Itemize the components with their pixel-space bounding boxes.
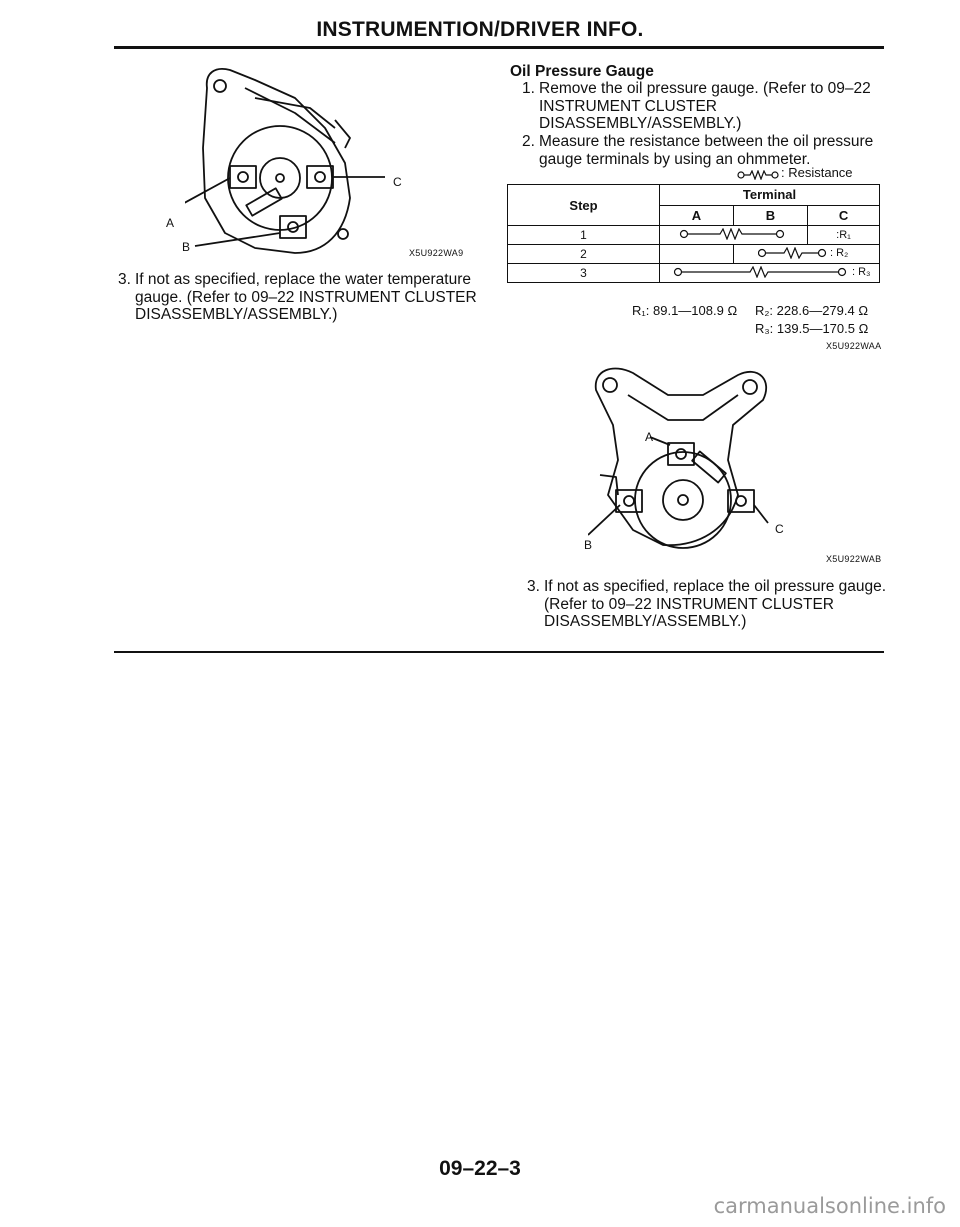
- oil-pressure-gauge-title: Oil Pressure Gauge: [510, 63, 654, 80]
- right-step-3-line-3: DISASSEMBLY/ASSEMBLY.): [544, 613, 747, 630]
- table-header-col-c: C: [808, 205, 880, 226]
- left-figure-label-a: A: [166, 216, 175, 230]
- right-step-2-text: [539, 133, 873, 168]
- right-step-1-line-2: INSTRUMENT CLUSTER: [539, 97, 717, 115]
- left-figure-label-b: B: [182, 240, 191, 254]
- left-figure-label-c: C: [393, 175, 402, 189]
- table-row-3-resistance: : R₃: [852, 265, 871, 278]
- left-step-3-text: [135, 271, 477, 324]
- oil-pressure-gauge-figure: [588, 365, 788, 550]
- right-step-2-line-1: Measure the resistance between the oil pressure: [539, 133, 874, 150]
- header-rule: [114, 46, 884, 49]
- left-figure-code: X5U922WA9: [409, 248, 464, 258]
- resistor-symbol-icon: [674, 228, 794, 240]
- section-end-rule: [114, 651, 884, 653]
- right-figure-code: X5U922WAB: [826, 554, 882, 564]
- table-row-1-a-b-resistor: [660, 226, 808, 245]
- resistance-symbol-icon: [737, 170, 779, 180]
- resistance-r1: R₁: 89.1—108.9 Ω: [632, 303, 738, 318]
- table-row-3-step: 3: [508, 264, 660, 283]
- table-row-2-a-empty: [660, 245, 734, 264]
- right-step-3-line-2: (Refer to 09–22 INSTRUMENT CLUSTER: [544, 595, 834, 613]
- resistance-r2: R₂: 228.6—279.4 Ω: [755, 303, 869, 318]
- right-step-1: [522, 80, 892, 136]
- table-row: [508, 245, 880, 264]
- left-step-3-number: 3.: [118, 271, 131, 288]
- right-step-1-line-1: Remove the oil pressure gauge. (Refer to 09–22: [539, 80, 871, 97]
- table-header-terminal: Terminal: [660, 185, 880, 206]
- resistance-r3: R₃: 139.5—170.5 Ω: [755, 321, 869, 336]
- left-step-3: [118, 271, 488, 327]
- table-row-2-step: 2: [508, 245, 660, 264]
- water-temp-gauge-figure: [185, 58, 395, 258]
- right-figure-label-c: C: [775, 522, 784, 536]
- resistance-table: [507, 184, 880, 283]
- right-step-1-text: [539, 80, 871, 133]
- right-step-2-line-2: gauge terminals by using an ohmmeter.: [539, 150, 811, 168]
- table-row-2-b-c-resistor: [734, 245, 880, 264]
- right-step-3-line-1: If not as specified, replace the oil pressure gauge.: [544, 578, 887, 595]
- page-header-title: INSTRUMENTION/DRIVER INFO.: [316, 18, 644, 41]
- table-row-2-resistance: : R₂: [830, 246, 849, 259]
- table-header-col-a: A: [660, 205, 734, 226]
- resistor-symbol-icon: [758, 247, 828, 259]
- table-row-1-step: 1: [508, 226, 660, 245]
- left-step-3-line-2: gauge. (Refer to 09–22 INSTRUMENT CLUSTER: [135, 288, 477, 306]
- page-number: 09–22–3: [439, 1157, 521, 1180]
- right-step-3-text: [544, 578, 886, 631]
- table-row-3-a-c-resistor: [660, 264, 880, 283]
- left-step-3-line-1: If not as specified, replace the water temperature: [135, 271, 472, 288]
- right-step-3: [527, 578, 897, 634]
- right-figure-label-a: A: [645, 430, 654, 444]
- right-figure-label-b: B: [584, 538, 593, 552]
- table-header-step: Step: [508, 185, 660, 226]
- table-row-1-resistance: :R₁: [808, 226, 880, 245]
- table-figure-code: X5U922WAA: [826, 341, 882, 351]
- resistor-symbol-icon: [670, 266, 850, 278]
- resistance-legend-text: : Resistance: [781, 165, 853, 180]
- right-step-2-number: 2.: [522, 133, 535, 150]
- table-row: [508, 226, 880, 245]
- right-step-3-number: 3.: [527, 578, 540, 595]
- table-row: [508, 264, 880, 283]
- left-step-3-line-3: DISASSEMBLY/ASSEMBLY.): [135, 306, 338, 323]
- right-step-1-number: 1.: [522, 80, 535, 97]
- right-step-1-line-3: DISASSEMBLY/ASSEMBLY.): [539, 115, 742, 132]
- watermark-text: carmanualsonline.info: [713, 1194, 946, 1218]
- table-header-col-b: B: [734, 205, 808, 226]
